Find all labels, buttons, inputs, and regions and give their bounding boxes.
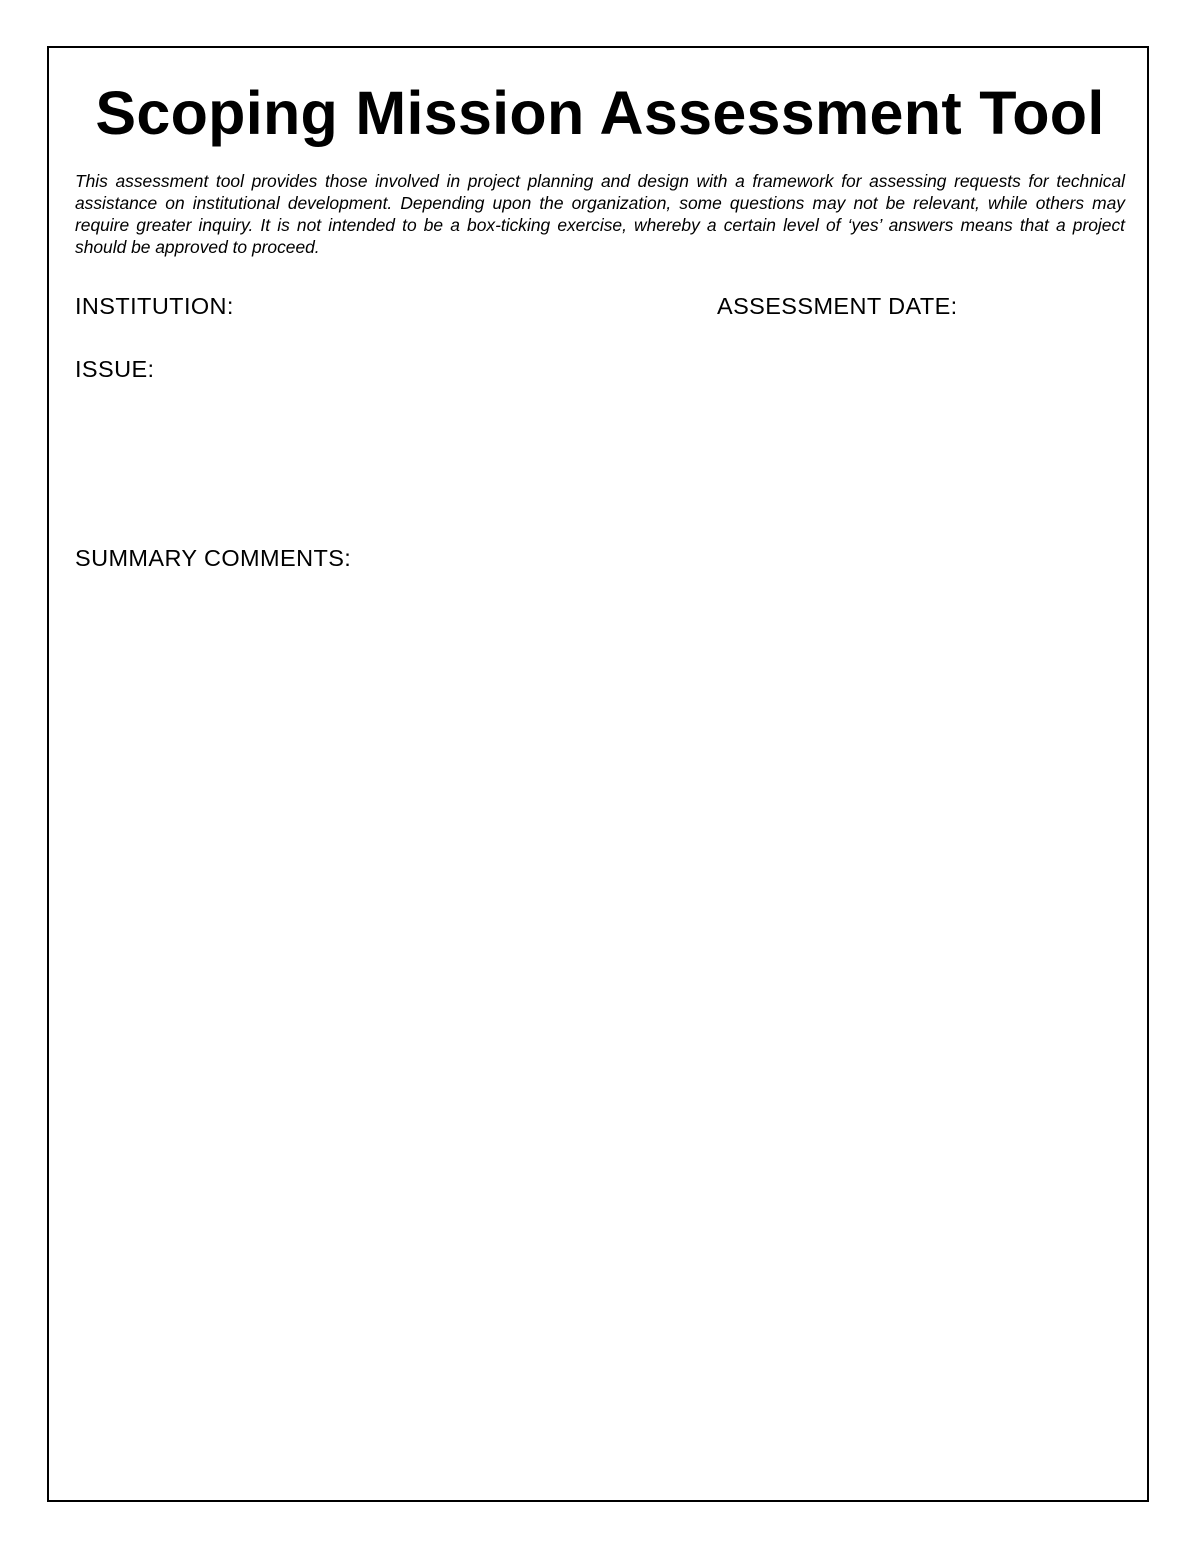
institution-field[interactable] bbox=[262, 290, 702, 322]
assessment-date-field[interactable] bbox=[1000, 290, 1140, 322]
issue-field[interactable] bbox=[75, 390, 1125, 530]
institution-label: INSTITUTION: bbox=[75, 293, 234, 319]
intro-paragraph: This assessment tool provides those involved in project planning and design with a framework for assessing requests for technical assistance on institutional development. Depending upon the organization, some questions may not be relevant, while others may require greater inquiry. It is not intended to be a box-ticking exercise, whereby a certain level of ‘yes’ answers means that a project should be approved to proceed. bbox=[75, 171, 1125, 257]
assessment-date-label: ASSESSMENT DATE: bbox=[717, 293, 958, 319]
issue-label: ISSUE: bbox=[75, 356, 155, 382]
page-title: Scoping Mission Assessment Tool bbox=[95, 79, 1105, 147]
summary-comments-field[interactable] bbox=[75, 580, 1125, 1480]
summary-comments-label: SUMMARY COMMENTS: bbox=[75, 545, 352, 571]
